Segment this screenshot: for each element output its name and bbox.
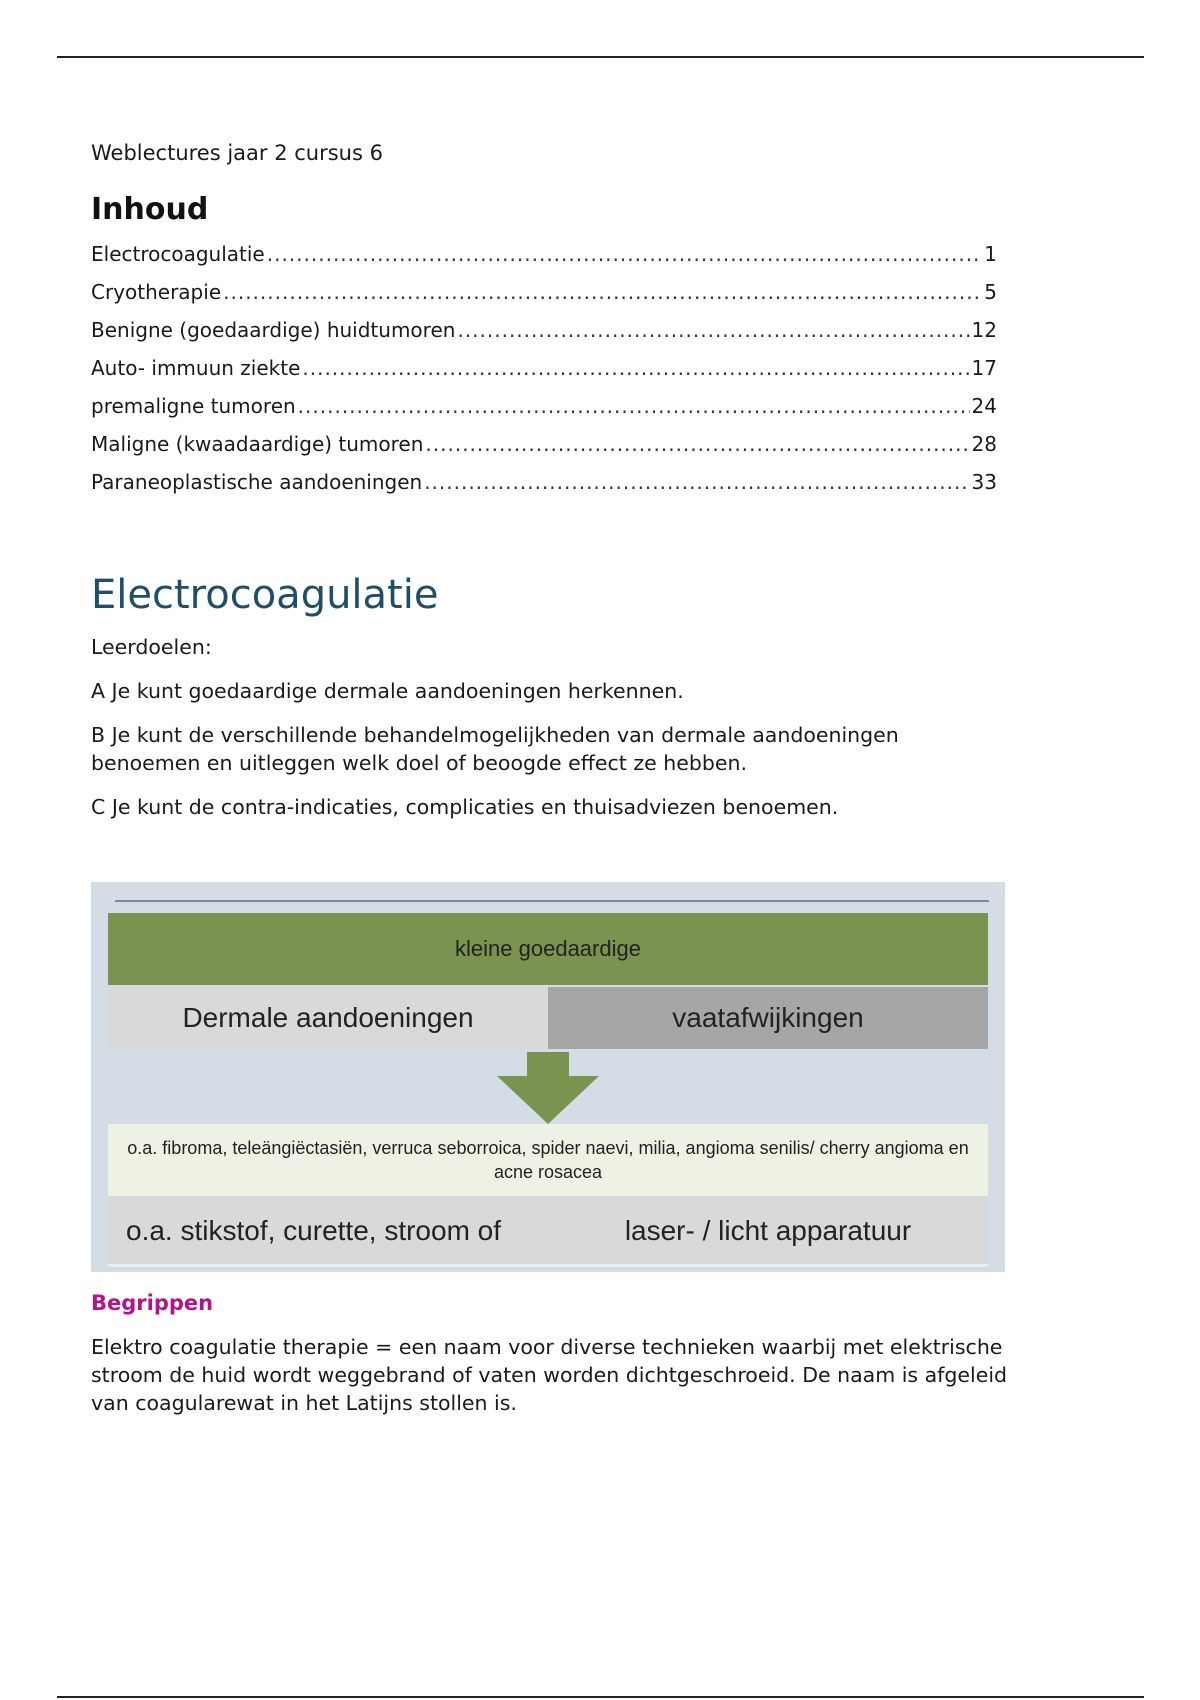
toc-leader-dots (302, 356, 969, 380)
toc-entry-title: Auto- immuun ziekte (91, 356, 301, 380)
toc-leader-dots (425, 432, 969, 456)
toc-entry-title: premaligne tumoren (91, 394, 296, 418)
goal-c: C Je kunt de contra-indicaties, complicaties en thuisadviezen benoemen. (91, 795, 839, 819)
toc-entry-title: Benigne (goedaardige) huidtumoren (91, 318, 456, 342)
toc-heading: Inhoud (91, 192, 209, 227)
top-rule (57, 56, 1144, 58)
bottom-rule (57, 1696, 1144, 1698)
diagram-bottom-line (108, 1264, 988, 1267)
toc-entry[interactable] (91, 318, 997, 356)
toc-leader-dots (298, 394, 970, 418)
toc-entry[interactable] (91, 242, 997, 280)
diagram-right-category: vaatafwijkingen (548, 987, 988, 1049)
toc-entry-page: 33 (971, 470, 997, 494)
diagram-examples: o.a. fibroma, teleängiëctasiën, verruca seborroica, spider naevi, milia, angioma senilis/ cherry angioma en acne rosacea (108, 1124, 988, 1196)
toc-entry[interactable] (91, 394, 997, 432)
toc-entry-title: Maligne (kwaadaardige) tumoren (91, 432, 424, 456)
goal-a: A Je kunt goedaardige dermale aandoeningen herkennen. (91, 679, 684, 703)
toc-entry-page: 12 (971, 318, 997, 342)
toc-entry-title: Electrocoagulatie (91, 242, 265, 266)
document-title: Weblectures jaar 2 cursus 6 (91, 141, 383, 165)
toc-leader-dots (223, 280, 982, 304)
goal-b: B Je kunt de verschillende behandelmogelijkheden van dermale aandoeningen benoemen en uitleggen welk doel of beoogde effect ze hebben. (91, 723, 899, 775)
toc-entry-title: Paraneoplastische aandoeningen (91, 470, 423, 494)
toc-entry-page: 1 (984, 242, 997, 266)
toc-entry-title: Cryotherapie (91, 280, 222, 304)
diagram-tool-right: laser- / licht apparatuur (548, 1198, 988, 1264)
diagram-banner: kleine goedaardige (108, 913, 988, 985)
down-arrow-icon (497, 1052, 599, 1124)
toc-entry-page: 28 (971, 432, 997, 456)
leerdoelen-label: Leerdoelen: (91, 635, 212, 659)
begrippen-definition: Elektro coagulatie therapie = een naam voor diverse technieken waarbij met elektrische stroom de huid wordt weggebrand of vaten worden dichtgeschroeid. De naam is afgeleid van coagularewat in het Latijns stollen is. (91, 1335, 1008, 1415)
toc-entry[interactable] (91, 280, 997, 318)
diagram-left-category: Dermale aandoeningen (108, 987, 548, 1049)
section-heading: Electrocoagulatie (91, 572, 439, 618)
toc-leader-dots (267, 242, 983, 266)
toc-entry[interactable] (91, 432, 997, 470)
toc-leader-dots (424, 470, 969, 494)
toc-leader-dots (457, 318, 969, 342)
toc-entry-page: 5 (984, 280, 997, 304)
diagram-top-line (115, 900, 989, 902)
table-of-contents (91, 242, 997, 508)
toc-entry[interactable] (91, 470, 997, 508)
toc-entry[interactable] (91, 356, 997, 394)
toc-entry-page: 17 (971, 356, 997, 380)
diagram-tool-left: o.a. stikstof, curette, stroom of (108, 1198, 548, 1264)
toc-entry-page: 24 (971, 394, 997, 418)
treatment-diagram (91, 882, 1005, 1272)
begrippen-heading: Begrippen (91, 1291, 214, 1315)
